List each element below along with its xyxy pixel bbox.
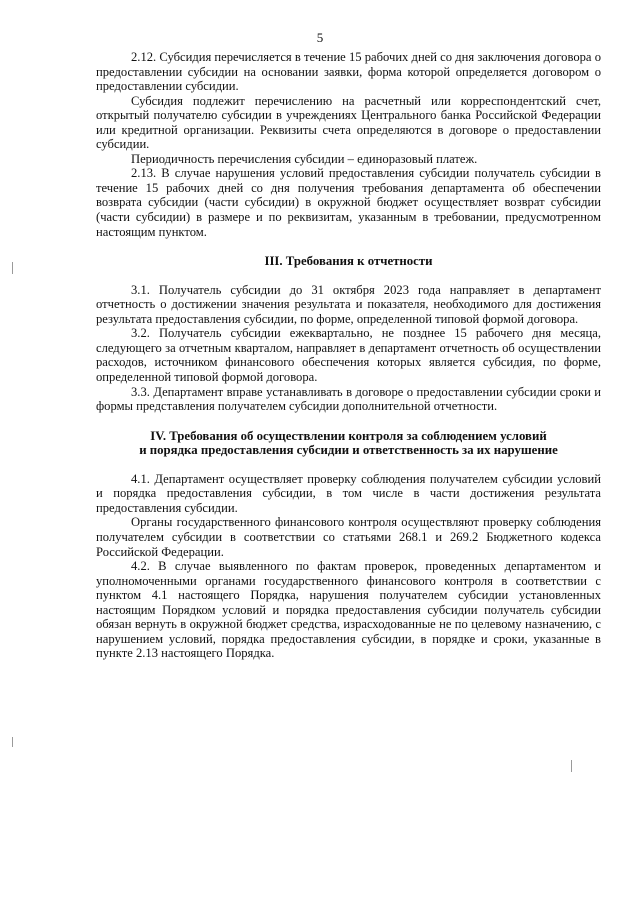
paragraph-2-13: 2.13. В случае нарушения условий предоставления субсидии получатель субсидии в течение 15 рабочих дней со дня получения требования департамента об обеспечении возврата субсидии (части субсидии) в окружной бюджет осуществляет возврат субсидии (части субсидии) в размере и по реквизитам, указанным в требовании, предусмотренном настоящим пунктом. bbox=[96, 166, 601, 239]
paragraph-control-bodies: Органы государственного финансового контроля осуществляют проверку соблюдения получателем субсидии в соответствии со статьями 268.1 и 269.2 Бюджетного кодекса Российской Федерации. bbox=[96, 515, 601, 559]
paragraph-account: Субсидия подлежит перечислению на расчетный или корреспондентский счет, открытый получателю субсидии в учреждениях Центрального банка Российской Федерации или кредитной организации. Реквизиты счета определяются в договоре о предоставлении субсидии. bbox=[96, 93, 601, 152]
paragraph-4-2: 4.2. В случае выявленного по фактам проверок, проведенных департаментом и уполномоченными органами государственного финансового контроля в соответствии с пунктом 4.1 настоящего Порядка, нарушения получателем субсидии установленных настоящим Порядком условий и порядка предоставления субсидии получатель субсидии обязан вернуть в окружной бюджет средства, израсходованные не по целевому назначению, с нарушением условий, порядка предоставления субсидии, в порядке и сроки, указанные в пункте 2.13 настоящего Порядка. bbox=[96, 559, 601, 661]
paragraph-periodicity: Периодичность перечисления субсидии – единоразовый платеж. bbox=[131, 151, 478, 166]
section-4-heading-line2: и порядка предоставления субсидии и ответственность за их нарушение bbox=[139, 443, 558, 458]
paragraph-3-1: 3.1. Получатель субсидии до 31 октября 2023 года направляет в департамент отчетность о достижении значения результата и показателя, необходимого для достижения результата предоставления субсидии, по форме, определенной типовой формой договора. bbox=[96, 282, 601, 326]
paragraph-3-2: 3.2. Получатель субсидии ежеквартально, не позднее 15 рабочего дня месяца, следующего за отчетным кварталом, направляет в департамент отчетность об осуществлении расходов, источником финансового обеспечения которых является субсидия, по форме, определенной типовой формой договора. bbox=[96, 326, 601, 384]
scan-artifact-left-bottom bbox=[12, 737, 13, 747]
paragraph-3-3: 3.3. Департамент вправе устанавливать в договоре о предоставлении субсидии сроки и формы представления получателем субсидии дополнительной отчетности. bbox=[96, 384, 601, 414]
paragraph-2-12: 2.12. Субсидия перечисляется в течение 15 рабочих дней со дня заключения договора о предоставлении субсидии на основании заявки, форма которой определяется договором о предоставлении субсидии. bbox=[96, 50, 601, 94]
section-3-heading: III. Требования к отчетности bbox=[264, 254, 433, 269]
section-4-heading-line1: IV. Требования об осуществлении контроля за соблюдением условий bbox=[150, 428, 547, 443]
document-body bbox=[96, 50, 601, 661]
paragraph-4-1: 4.1. Департамент осуществляет проверку соблюдения получателем субсидии условий и порядка предоставления субсидии, в том числе в части достижения результата предоставления субсидии. bbox=[96, 471, 601, 515]
scan-artifact-left-top bbox=[12, 262, 13, 274]
page-number: 5 bbox=[316, 30, 324, 45]
scan-artifact-right bbox=[571, 760, 572, 772]
